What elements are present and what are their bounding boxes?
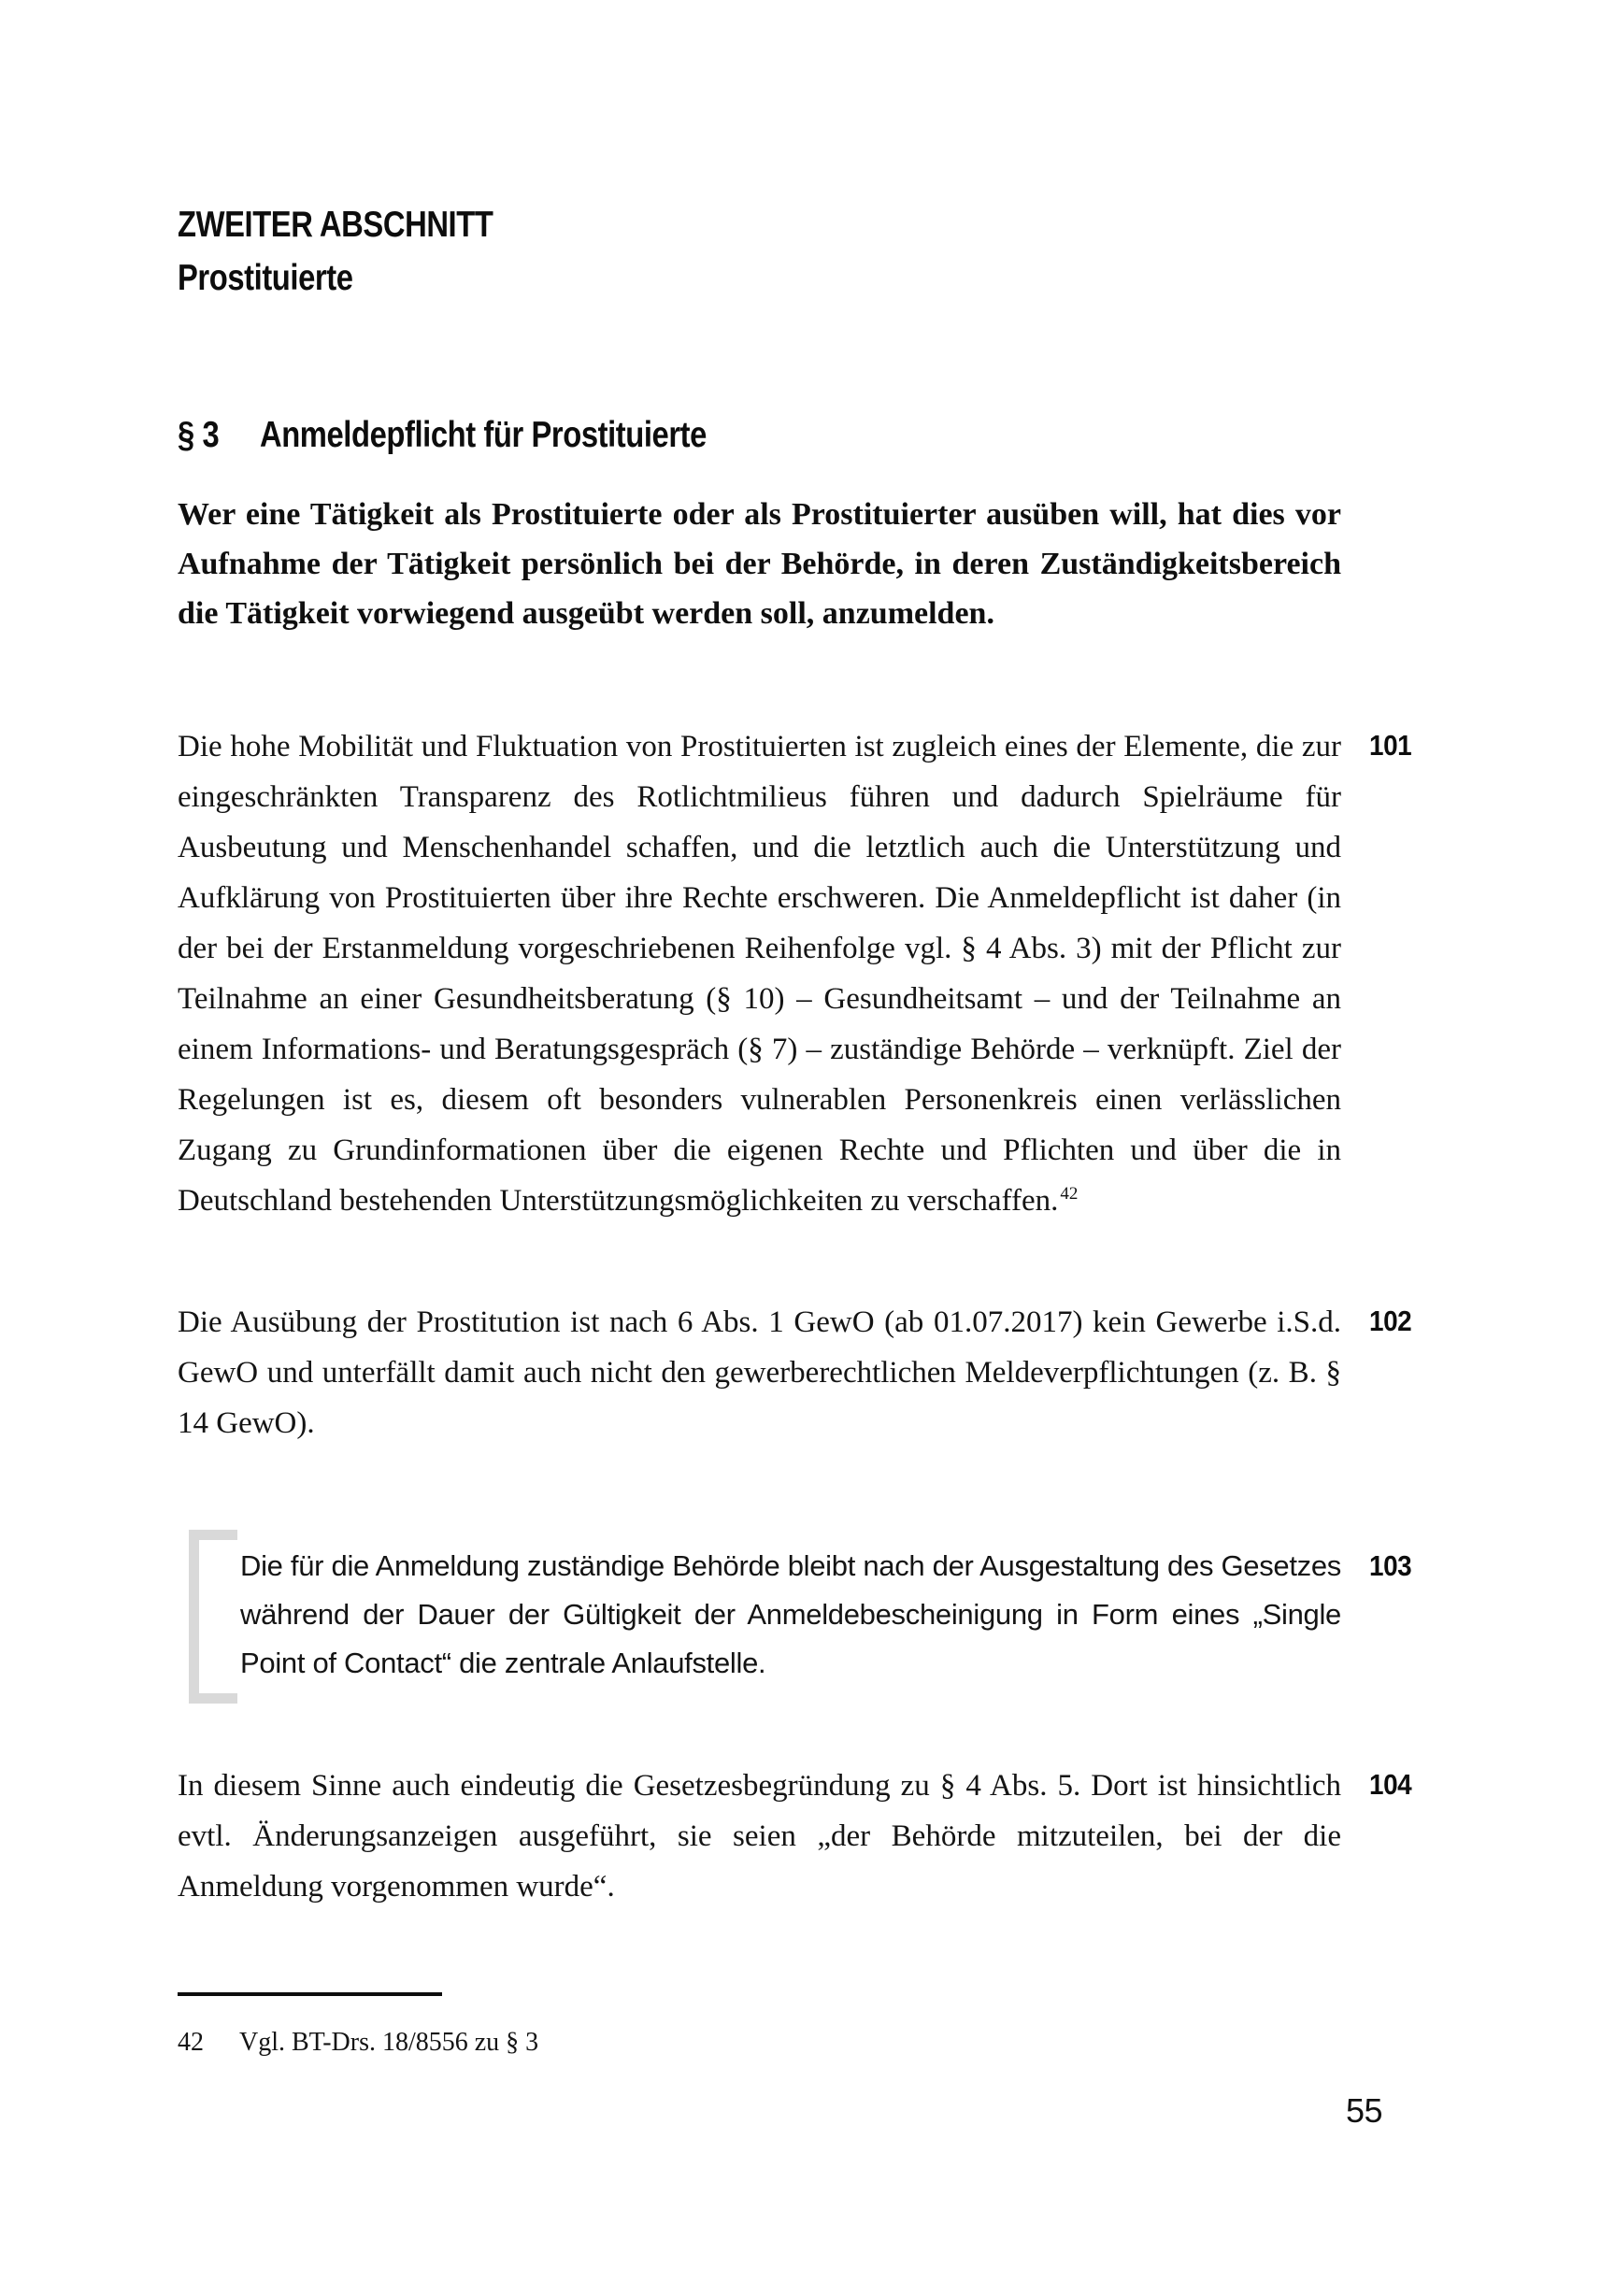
section-kicker-subtitle: Prostituierte [178,258,353,298]
margin-number-104: 104 [1369,1768,1412,1801]
footnote-reference-42: 42 [1060,1184,1079,1204]
footnote-number: 42 [178,2028,204,2057]
commentary-paragraph-101 [178,721,1412,1226]
quote-block-103 [178,1530,1412,1704]
margin-number-102: 102 [1369,1305,1412,1337]
section-kicker-block [178,198,1341,305]
section-heading [178,412,1155,459]
section-kicker: ZWEITER ABSCHNITT [178,205,493,245]
paragraph-104-text: In diesem Sinne auch eindeutig die Gesetzesbegründung zu § 4 Abs. 5. Dort ist hinsichtlich evtl. Änderungsanzeigen ausgeführt, sie seien „der Behörde mitzuteilen, bei der die Anmeldung vorgenommen wurde“. [178,1769,1341,1904]
footnote-separator [178,1992,442,1996]
commentary-paragraph-102 [178,1297,1412,1448]
margin-number-103: 103 [1369,1549,1412,1582]
norm-text: Wer eine Tätigkeit als Prostituierte oder als Prostituierter ausüben will, hat dies vor Aufnahme der Tätigkeit persönlich bei der Behörde, in deren Zuständigkeitsbereich die Tätigkeit vorwiegend ausgeübt werden soll, anzumelden. [178,497,1341,631]
paragraph-102-text: Die Ausübung der Prostitution ist nach 6 Abs. 1 GewO (ab 01.07.2017) kein Gewerbe i.S.d. GewO und unterfällt damit auch nicht den gewerberechtlichen Meldeverpflichtungen (z. B. § 14 GewO). [178,1305,1341,1440]
page-number: 55 [1346,2091,1383,2130]
section-heading-title: Anmeldepflicht für Prostituierte [259,415,707,455]
paragraph-103-text: Die für die Anmeldung zuständige Behörde bleibt nach der Ausgestaltung des Gesetzes während der Dauer der Gültigkeit der Anmeldebescheinigung in Form eines „Single Point of Contact“ die zentrale Anlaufstelle. [240,1549,1342,1679]
section-heading-number: § 3 [178,415,220,455]
footnote-42 [178,2024,1341,2061]
footnote-text: Vgl. BT-Drs. 18/8556 zu § 3 [239,2028,539,2057]
margin-number-101: 101 [1369,729,1412,762]
commentary-paragraph-104 [178,1761,1412,1912]
paragraph-101-text: Die hohe Mobilität und Fluktuation von Prostituierten ist zugleich eines der Elemente, die zur eingeschränkten Transparenz des Rotlichtmilieus führen und dadurch Spielräume für Ausbeutung und Menschenhandel schaffen, und die letztlich auch die Unterstützung und Aufklärung von Prostituierten über ihre Rechte erschweren. Die Anmeldepflicht ist daher (in der bei der Erstanmeldung vorgeschriebenen Reihenfolge vgl. § 4 Abs. 3) mit der Pflicht zur Teilnahme an einer Gesundheitsberatung (§ 10) – Gesundheitsamt – und der Teilnahme an einem Informations- und Beratungsgespräch (§ 7) – zuständige Behörde – verknüpft. Ziel der Regelungen ist es, diesem oft besonders vulnerablen Personenkreis einen verlässlichen Zugang zu Grundinformationen über die eigenen Rechte und Pflichten und über die in Deutschland bestehenden Unterstützungsmöglichkeiten zu verschaffen. [178,730,1341,1218]
quote-bracket-icon [189,1530,237,1704]
